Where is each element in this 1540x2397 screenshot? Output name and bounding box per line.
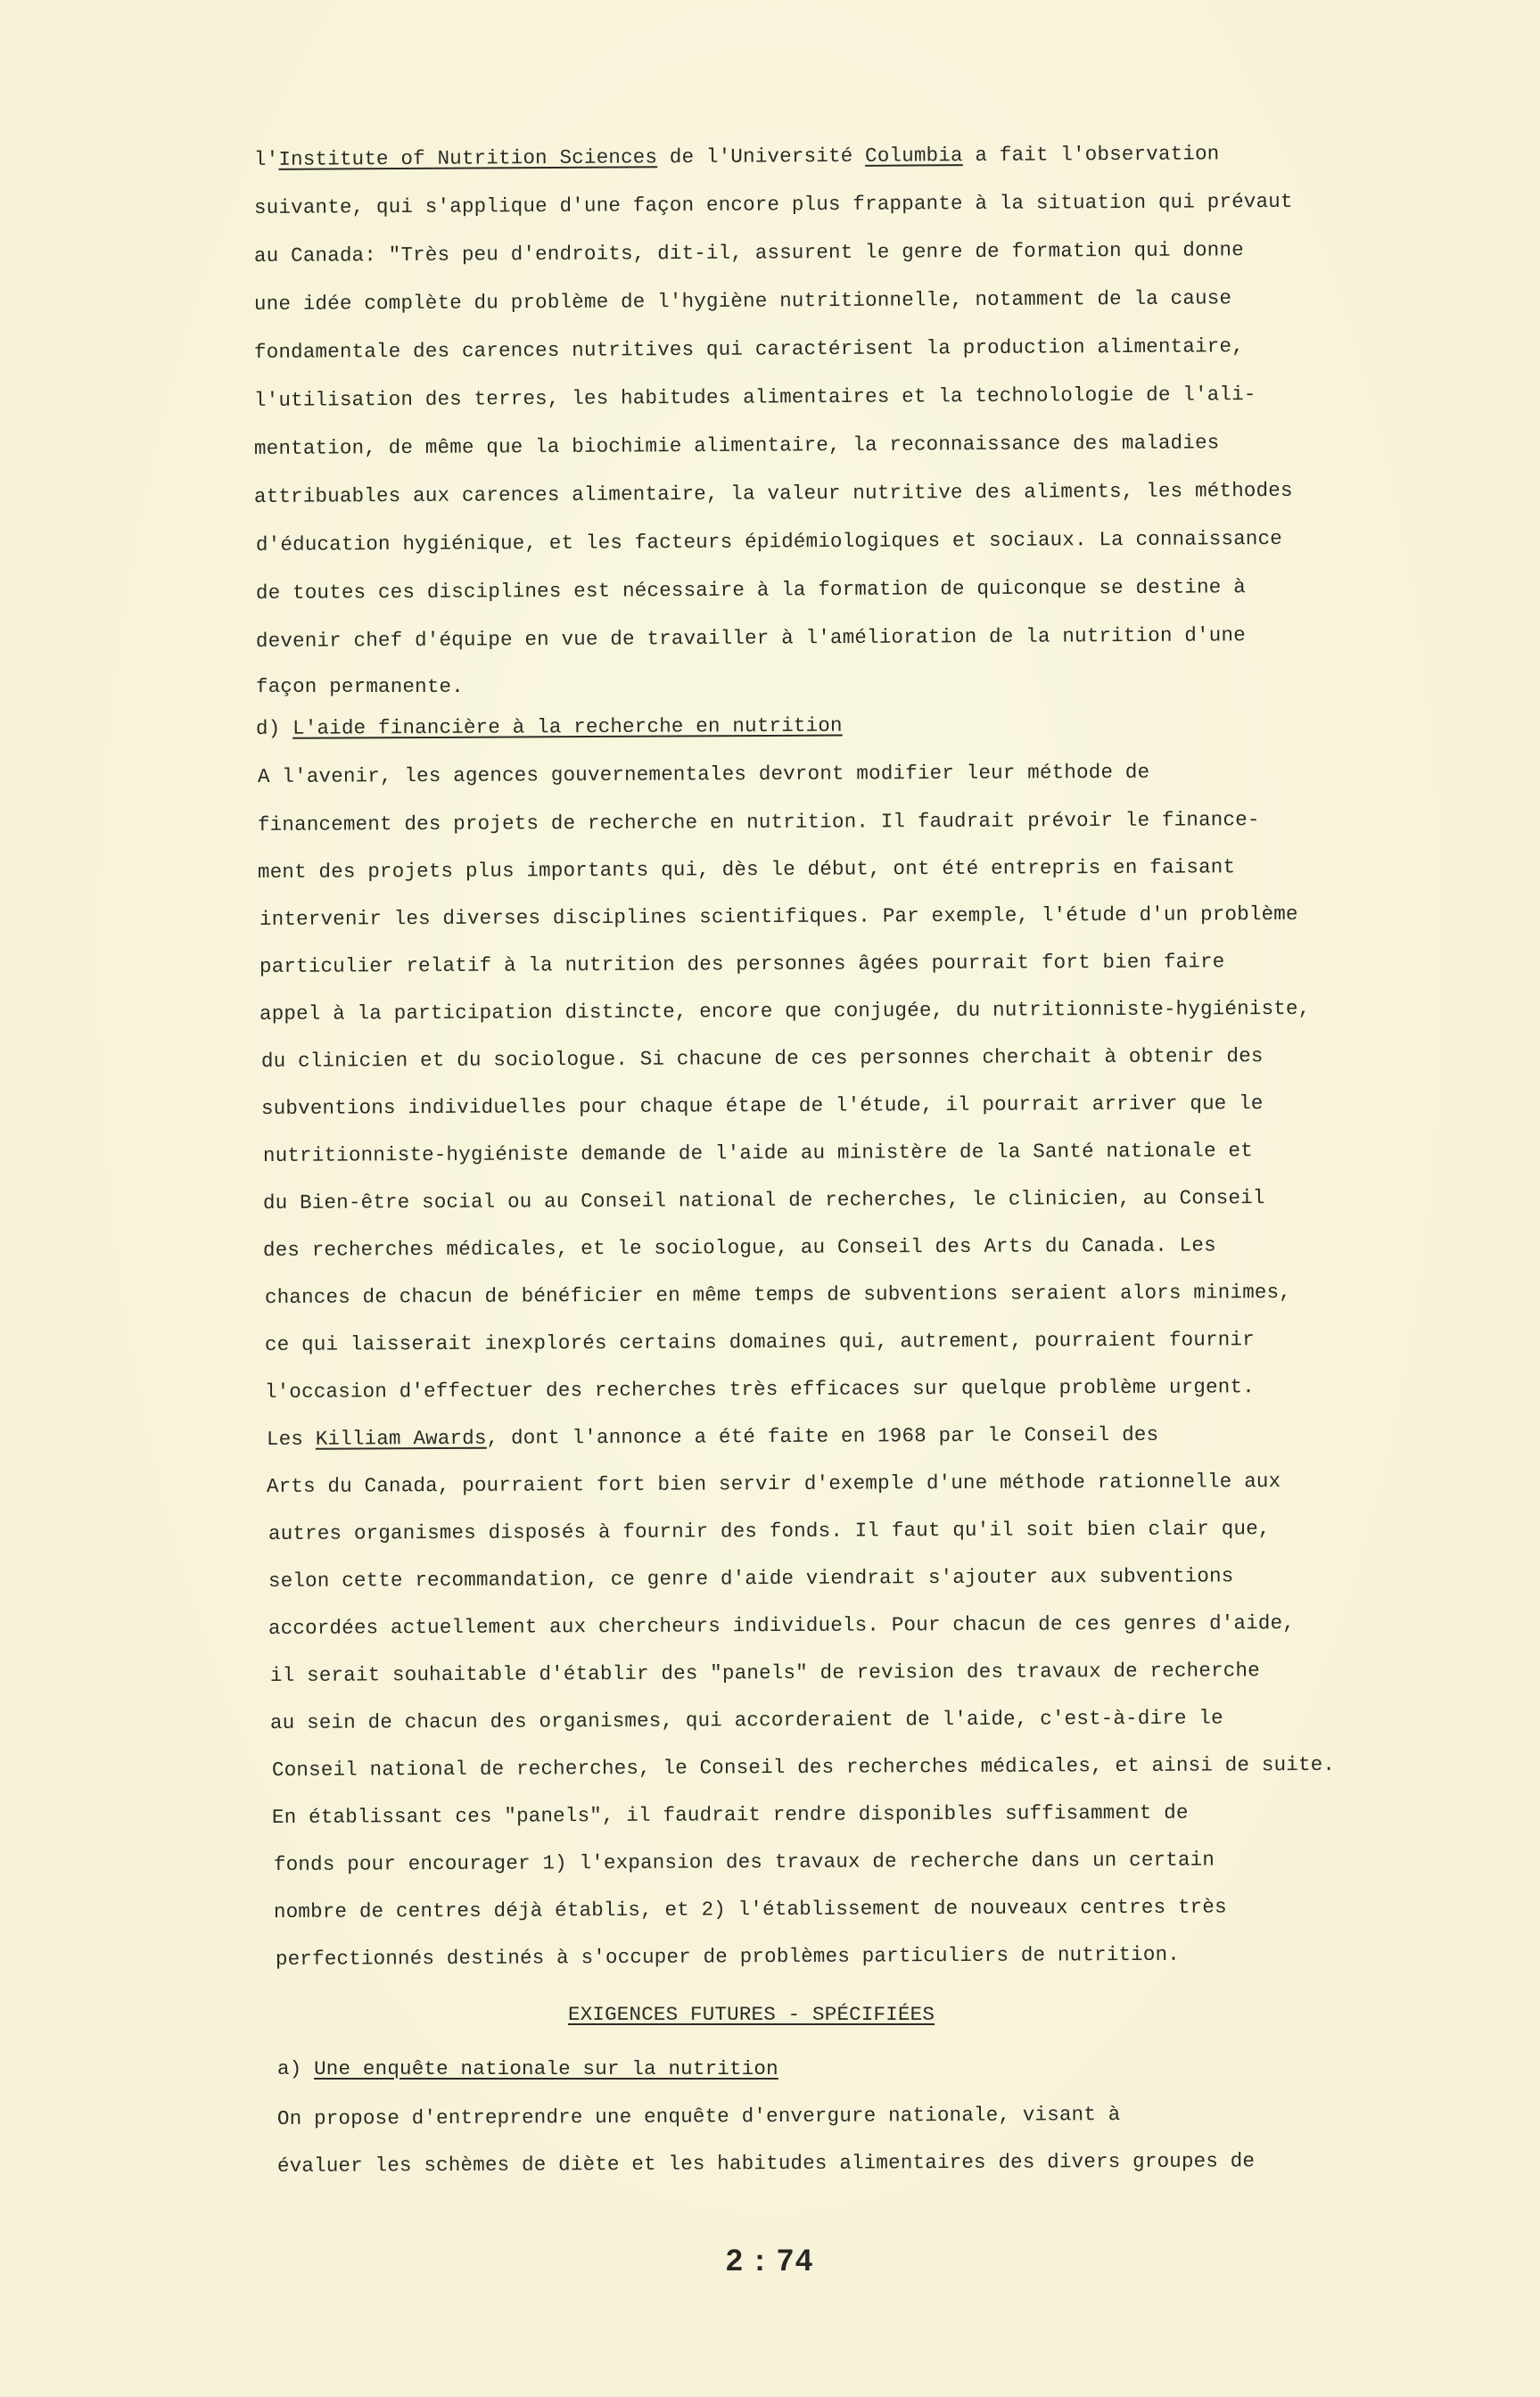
text-line: particulier relatif à la nutrition des personnes âgées pourrait fort bien faire [259, 950, 1225, 978]
text-line: de toutes ces disciplines est nécessaire à la formation de quiconque se destine à [255, 575, 1246, 605]
text-line: une idée complète du problème de l'hygiène nutritionnelle, notamment de la cause [253, 286, 1232, 316]
text-line: au sein de chacun des organismes, qui accorderaient de l'aide, c'est-à-dire le [269, 1706, 1223, 1734]
text-line: il serait souhaitable d'établir des "panels" de revision des travaux de recherche [269, 1659, 1260, 1687]
text-line: des recherches médicales, et le sociologue, au Conseil des Arts du Canada. Les [262, 1233, 1216, 1262]
text-line: Conseil national de recherches, le Conseil des recherches médicales, et ainsi de suite. [271, 1752, 1336, 1782]
text-line: financement des projets de recherche en nutrition. Il faudrait prévoir le finance- [257, 808, 1260, 836]
text-line: subventions individuelles pour chaque étape de l'étude, il pourrait arriver que le [260, 1091, 1264, 1120]
text-line: fondamentale des carences nutritives qui caractérisent la production alimentaire, [253, 334, 1244, 364]
text-line: mentation, de même que la biochimie alimentaire, la reconnaissance des maladies [253, 431, 1220, 460]
text-line: d'éducation hygiénique, et les facteurs épidémiologiques et sociaux. La connaissance [255, 526, 1283, 556]
underlined-phrase: Columbia [865, 144, 963, 168]
text-line [254, 140, 1306, 173]
text-line: attribuables aux carences alimentaire, la valeur nutritive des aliments, les méthodes [253, 478, 1293, 508]
line-suffix: , dont l'annonce a été faite en 1968 par le Conseil des [486, 1422, 1159, 1450]
text-line: au Canada: "Très peu d'endroits, dit-il, assurent le genre de formation qui donne [253, 238, 1244, 268]
text-line: fonds pour encourager 1) l'expansion des travaux de recherche dans un certain [273, 1848, 1215, 1876]
text-line: nombre de centres déjà établis, et 2) l'établissement de nouveaux centres très [273, 1895, 1227, 1923]
line-suffix: a fait l'observation [962, 142, 1220, 168]
text-line: du clinicien et du sociologue. Si chacune de ces personnes cherchait à obtenir des [260, 1044, 1264, 1073]
heading-prefix: a) [277, 2057, 315, 2080]
text-line: ce qui laisserait inexplorés certains domaines qui, autrement, pourraient fournir [264, 1328, 1255, 1356]
underlined-phrase: Institute of Nutrition Sciences [278, 145, 658, 171]
text-line: perfectionnés destinés à s'occuper de problèmes particuliers de nutrition. [275, 1942, 1181, 1971]
heading-title: EXIGENCES FUTURES - SPÉCIFIÉES [568, 2003, 935, 2026]
text-line: l'occasion d'effectuer des recherches très efficaces sur quelque problème urgent. [264, 1375, 1255, 1404]
page-number: 2 : 74 [726, 2244, 814, 2278]
text-line: nutritionniste-hygiéniste demande de l'aide au ministère de la Santé nationale et [262, 1139, 1253, 1167]
text-line: intervenir les diverses disciplines scientifiques. Par exemple, l'étude d'un problème [259, 902, 1298, 931]
text-line: du Bien-être social ou au Conseil national de recherches, le clinicien, au Conseil [262, 1186, 1265, 1215]
text-line: chances de chacun de bénéficier en même temps de subventions seraient alors minimes, [264, 1280, 1292, 1309]
text-line: A l'avenir, les agences gouvernementales devront modifier leur méthode de [257, 760, 1150, 788]
heading-prefix: d) [255, 716, 293, 740]
text-line: autres organismes disposés à fournir des fonds. Il faut qu'il soit bien clair que, [268, 1517, 1271, 1545]
text-line: façon permanente. [256, 675, 464, 698]
section-heading [277, 2055, 1330, 2082]
text-line: En établissant ces "panels", il faudrait rendre disponibles suffisamment de [271, 1800, 1189, 1829]
section-heading [568, 2001, 1014, 2028]
text-line: l'utilisation des terres, les habitudes alimentaires et la technolologie de l'ali- [253, 383, 1256, 412]
line-prefix: l' [253, 147, 279, 171]
heading-title: Une enquête nationale sur la nutrition [314, 2057, 778, 2080]
line-middle: de l'Université [657, 144, 866, 169]
text-line: devenir chef d'équipe en vue de travailler à l'amélioration de la nutrition d'une [255, 623, 1246, 653]
text-line: accordées actuellement aux chercheurs individuels. Pour chacun de ces genres d'aide, [268, 1610, 1296, 1640]
underlined-phrase: Killiam Awards [315, 1426, 487, 1451]
text-line [267, 1421, 1319, 1453]
heading-title: L'aide financière à la recherche en nutrition [292, 713, 843, 740]
text-line: ment des projets plus importants qui, dès le début, ont été entrepris en faisant [257, 855, 1236, 884]
section-heading [256, 710, 1308, 742]
line-prefix: Les [266, 1427, 316, 1451]
text-line: selon cette recommandation, ce genre d'aide viendrait s'ajouter aux subventions [268, 1564, 1234, 1593]
text-line: suivante, qui s'applique d'une façon encore plus frappante à la situation qui prévaut [253, 189, 1293, 219]
text-line: Arts du Canada, pourraient fort bien servir d'exemple d'une méthode rationnelle aux [266, 1470, 1281, 1498]
text-line: appel à la participation distincte, encore que conjugée, du nutritionniste-hygiéniste, [259, 996, 1311, 1026]
text-line: évaluer les schèmes de diète et les habitudes alimentaires des divers groupes de [276, 2149, 1256, 2178]
text-line: On propose d'entreprendre une enquête d'envergure nationale, visant à [276, 2103, 1121, 2130]
